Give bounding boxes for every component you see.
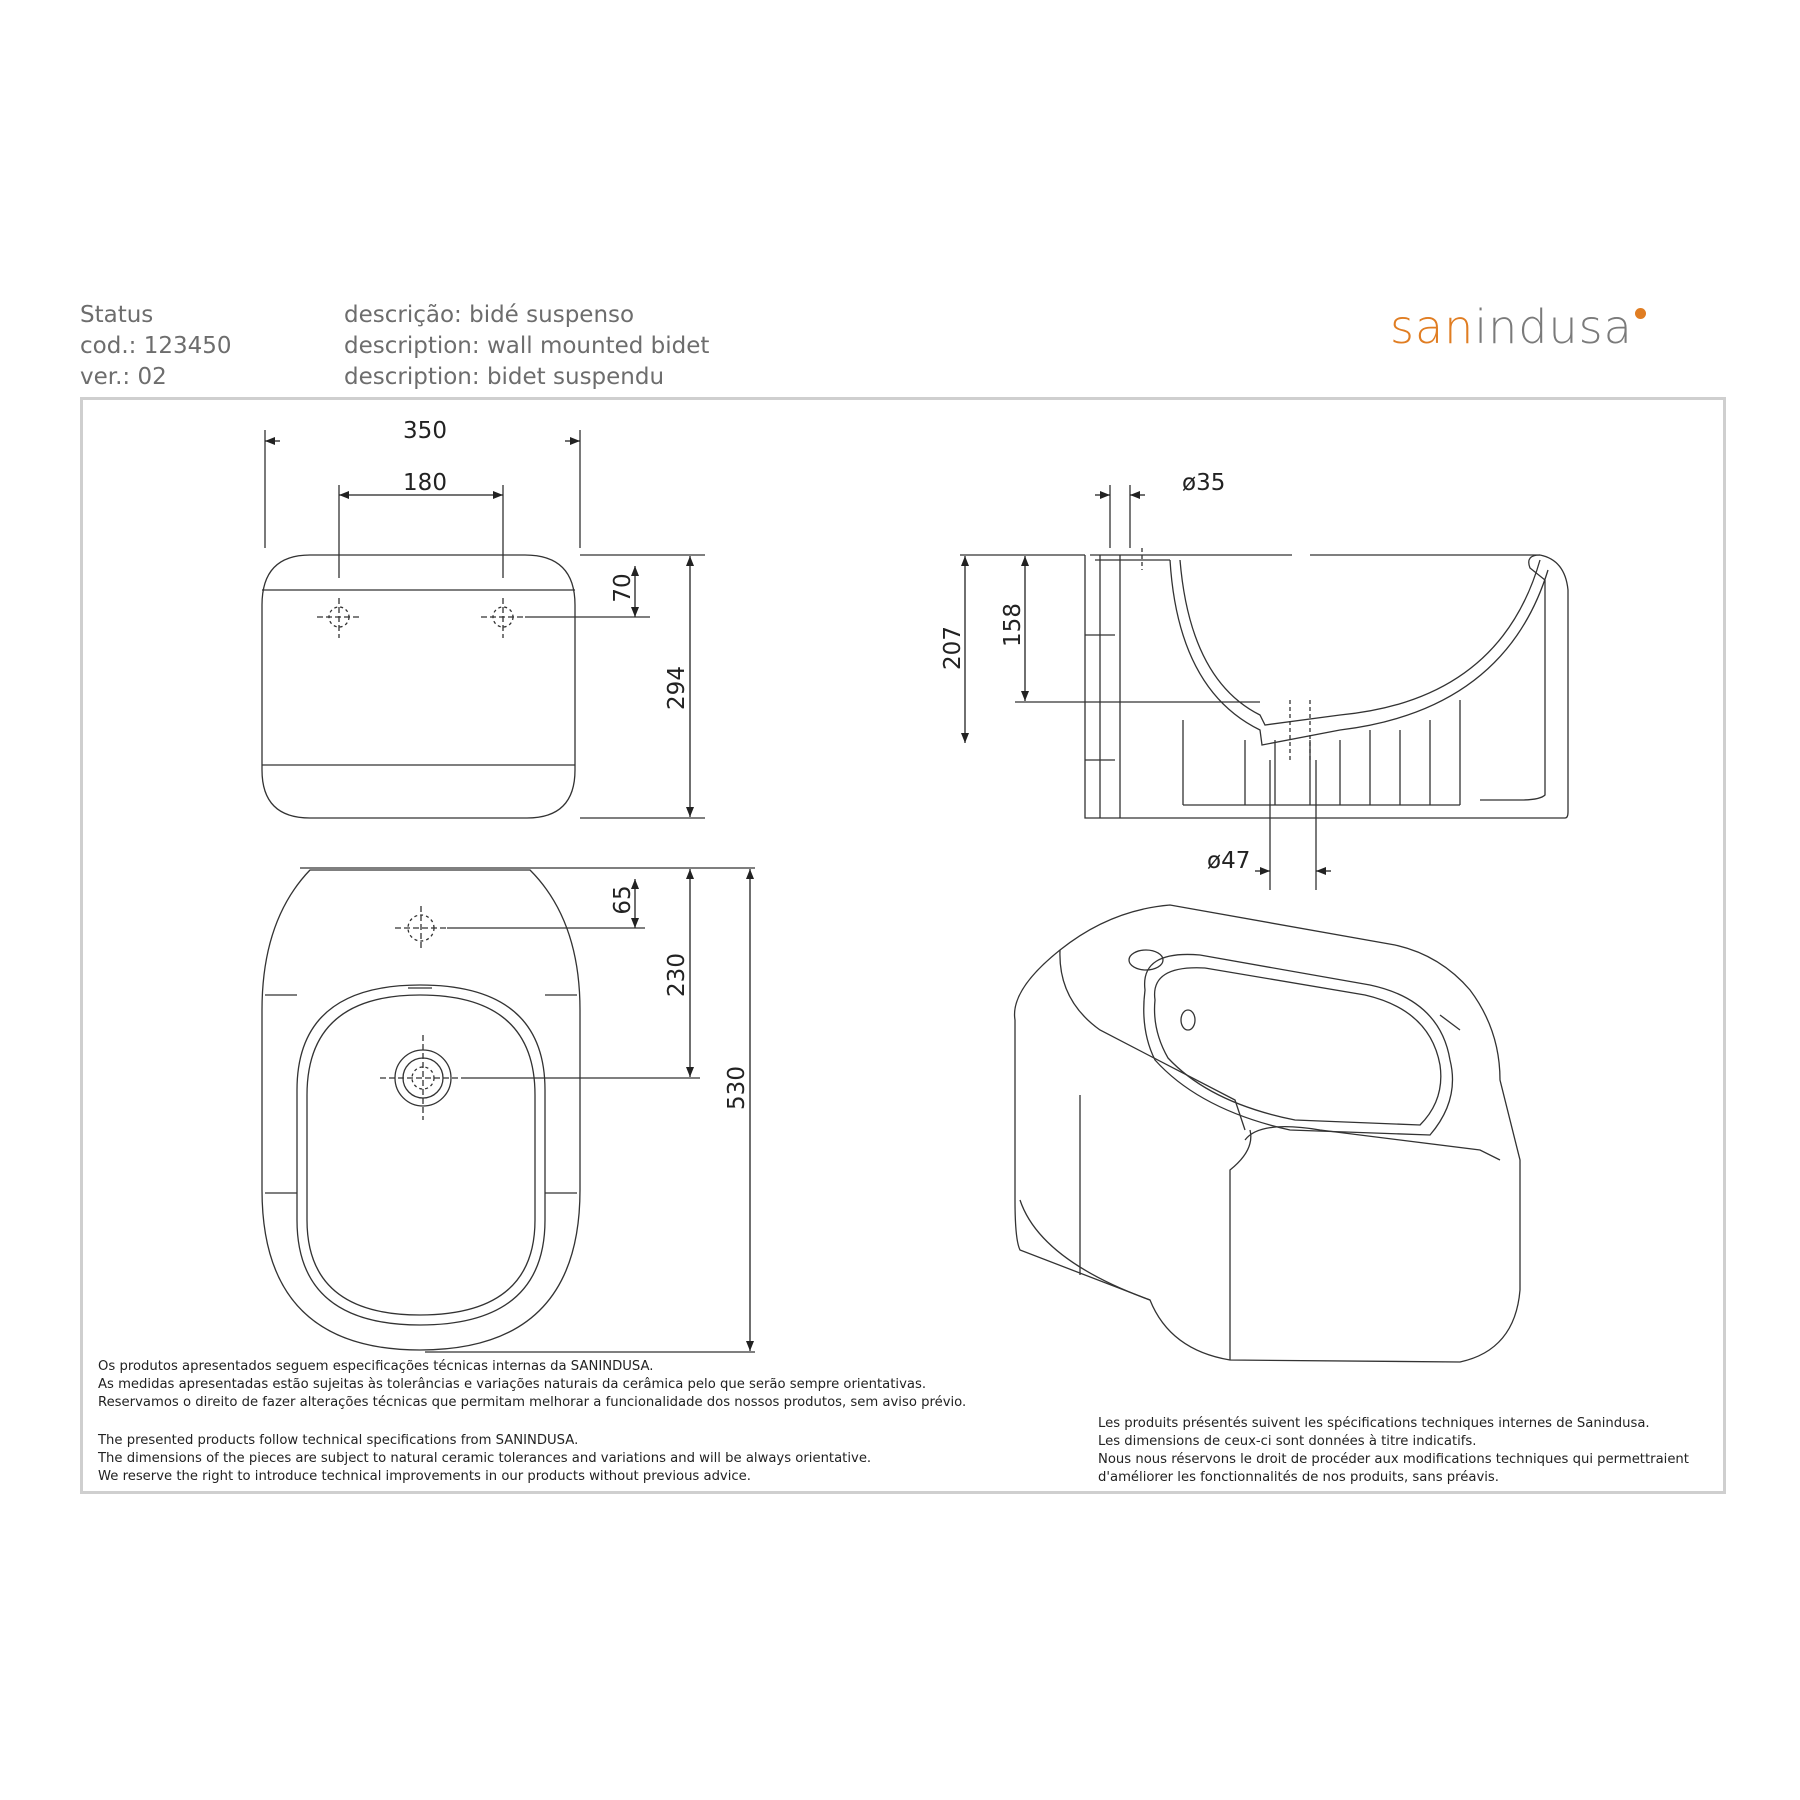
drain-hole (380, 1035, 466, 1120)
disclaimer-pt-line: Os produtos apresentados seguem especificações técnicas internas da SANINDUSA. (98, 1359, 654, 1374)
disclaimer-fr-line: d'améliorer les fonctionnalités de nos produits, sans préavis. (1098, 1470, 1499, 1485)
disclaimer-en-line: The presented products follow technical specifications from SANINDUSA. (98, 1433, 579, 1448)
dim-width-total: 350 (403, 418, 447, 444)
perspective-view (1015, 905, 1520, 1362)
dim-tap-hole-offset: 65 (610, 885, 636, 915)
product-code: cod.: 123450 (80, 333, 232, 359)
dim-side-height-total: 207 (940, 626, 966, 670)
rear-fixing-hole-right (481, 598, 525, 638)
tap-hole (395, 906, 447, 950)
disclaimer-fr-line: Nous nous réservons le droit de procéder aux modifications techniques qui permettraient (1098, 1452, 1689, 1467)
logo-part-san: san (1390, 300, 1475, 354)
disclaimer-pt (98, 1358, 966, 1412)
disclaimer-pt-line: As medidas apresentadas estão sujeitas às tolerâncias e variações naturais da cerâmica pelo que serão sempre orientativas. (98, 1377, 927, 1392)
logo-part-indusa: indusa (1474, 300, 1633, 354)
rear-view (262, 430, 705, 818)
status-label: Status (80, 302, 154, 328)
dim-drain-offset: 230 (664, 953, 690, 997)
disclaimer-en-line: The dimensions of the pieces are subject to natural ceramic tolerances and variations and will be always orientative. (98, 1451, 872, 1466)
disclaimer-en (98, 1432, 871, 1486)
dim-side-height-bowl: 158 (1000, 603, 1026, 647)
side-section-view (960, 485, 1568, 890)
version-label: ver.: 02 (80, 364, 167, 390)
disclaimer-fr (1098, 1415, 1689, 1487)
dim-hole-height: 70 (610, 573, 636, 603)
dim-holes-spacing: 180 (403, 470, 447, 496)
disclaimer-fr-line: Les produits présentés suivent les spécifications techniques internes de Sanindusa. (1098, 1416, 1650, 1431)
rear-fixing-hole-left (317, 598, 361, 638)
top-view (262, 868, 755, 1352)
disclaimer-en-line: We reserve the right to introduce technical improvements in our products without previous advice. (98, 1469, 751, 1484)
description-pt: descrição: bidé suspenso (344, 302, 635, 328)
dim-side-diameter-drain: ø47 (1207, 848, 1251, 874)
description-fr: description: bidet suspendu (344, 364, 665, 390)
disclaimer-fr-line: Les dimensions de ceux-ci sont données à titre indicatifs. (1098, 1434, 1477, 1449)
dim-depth-total: 530 (724, 1066, 750, 1110)
description-en: description: wall mounted bidet (344, 333, 710, 359)
dim-height-rear: 294 (664, 666, 690, 710)
disclaimer-pt-line: Reservamos o direito de fazer alterações técnicas que permitam melhorar a funcionalidade dos nossos produtos, sem aviso prévio. (98, 1395, 967, 1410)
dim-side-diameter-top: ø35 (1182, 470, 1226, 496)
